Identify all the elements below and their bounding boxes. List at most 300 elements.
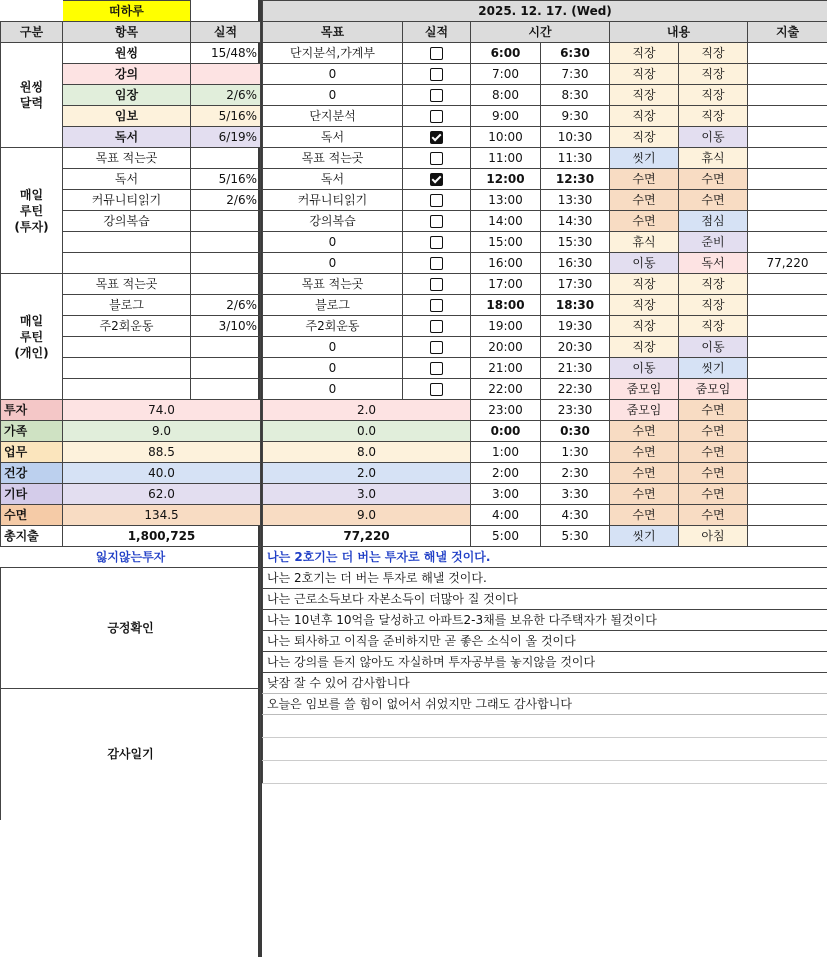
- gratitude-text: 낮잠 잘 수 있어 감사합니다: [263, 673, 827, 694]
- time-end: 22:30: [541, 379, 610, 400]
- footer-row: [1, 547, 261, 568]
- check-cell: [403, 253, 471, 274]
- expense-cell: [748, 85, 827, 106]
- summary-schedule-row: [263, 463, 827, 484]
- item-name: [63, 379, 191, 400]
- summary-row: [1, 463, 261, 484]
- blank-cell: [1, 1, 63, 22]
- item-name: 독서: [63, 169, 191, 190]
- activity-cell: 수면: [679, 484, 748, 505]
- schedule-row: [263, 106, 827, 127]
- affirmation-row: [263, 631, 827, 652]
- checkbox[interactable]: [430, 341, 443, 354]
- summary-schedule-row: [263, 505, 827, 526]
- item-name: 원씽: [63, 43, 191, 64]
- activity-cell: 이동: [610, 253, 679, 274]
- expense-cell: [748, 64, 827, 85]
- time-end: 21:30: [541, 358, 610, 379]
- note-line: [263, 738, 827, 761]
- summary-value: 74.0: [63, 400, 261, 421]
- page-title: 떠하루: [63, 1, 191, 22]
- schedule-row: [263, 232, 827, 253]
- right-header-row: [263, 22, 827, 43]
- left-title-row: [1, 1, 261, 22]
- expense-cell: [748, 43, 827, 64]
- goal-cell: 독서: [263, 169, 403, 190]
- activity-cell: 수면: [679, 421, 748, 442]
- checked-checkbox[interactable]: [430, 173, 443, 186]
- gratitude-row: [1, 689, 261, 820]
- expense-cell: [748, 274, 827, 295]
- activity-cell: 씻기: [610, 526, 679, 547]
- expense-cell: [748, 295, 827, 316]
- schedule-row: [263, 337, 827, 358]
- left-header-row: [1, 22, 261, 43]
- checkbox[interactable]: [430, 257, 443, 270]
- item-name: 임보: [63, 106, 191, 127]
- time-start: 0:00: [471, 421, 541, 442]
- activity-cell: 씻기: [610, 148, 679, 169]
- time-start: 2:00: [471, 463, 541, 484]
- goal-cell: 목표 적는곳: [263, 274, 403, 295]
- goal-cell: 0: [263, 232, 403, 253]
- expense-cell: [748, 379, 827, 400]
- activity-cell: 이동: [679, 127, 748, 148]
- time-start: 11:00: [471, 148, 541, 169]
- check-cell: [403, 316, 471, 337]
- schedule-row: [263, 211, 827, 232]
- time-start: 17:00: [471, 274, 541, 295]
- item-name: 독서: [63, 127, 191, 148]
- time-end: 8:30: [541, 85, 610, 106]
- checkbox[interactable]: [430, 110, 443, 123]
- item-name: 강의복습: [63, 211, 191, 232]
- time-start: 14:00: [471, 211, 541, 232]
- time-end: 9:30: [541, 106, 610, 127]
- check-cell: [403, 295, 471, 316]
- checkbox[interactable]: [430, 362, 443, 375]
- right-schedule-table: [262, 0, 827, 784]
- affirmation-text: 나는 근로소득보다 자본소득이 더많아 질 것이다: [263, 589, 827, 610]
- time-start: 10:00: [471, 127, 541, 148]
- checkbox[interactable]: [430, 278, 443, 291]
- summary-value: 88.5: [63, 442, 261, 463]
- activity-cell: 점심: [679, 211, 748, 232]
- time-start: 3:00: [471, 484, 541, 505]
- check-cell: [403, 64, 471, 85]
- item-perf: [191, 253, 261, 274]
- activity-cell: 휴식: [610, 232, 679, 253]
- affirmation-row: [263, 589, 827, 610]
- check-cell: [403, 358, 471, 379]
- time-end: 18:30: [541, 295, 610, 316]
- activity-cell: 줌모임: [679, 379, 748, 400]
- item-name: 목표 적는곳: [63, 274, 191, 295]
- summary-label: 가족: [1, 421, 63, 442]
- summary-row: [1, 421, 261, 442]
- checkbox[interactable]: [430, 236, 443, 249]
- goal-cell: 강의복습: [263, 211, 403, 232]
- item-perf: 6/19%: [191, 127, 261, 148]
- activity-cell: 수면: [610, 505, 679, 526]
- affirmation-row: [263, 610, 827, 631]
- expense-cell: [748, 211, 827, 232]
- check-cell: [403, 379, 471, 400]
- check-cell: [403, 190, 471, 211]
- date-row: [263, 1, 827, 22]
- time-end: 19:30: [541, 316, 610, 337]
- affirmation-text: 나는 2호기는 더 버는 투자로 해낼 것이다.: [263, 568, 827, 589]
- item-name: 강의: [63, 64, 191, 85]
- column-header: 목표: [263, 22, 403, 43]
- item-perf: [191, 64, 261, 85]
- item-name: 블로그: [63, 295, 191, 316]
- summary-value: 2.0: [263, 400, 471, 421]
- activity-cell: 수면: [679, 190, 748, 211]
- activity-cell: 줌모임: [610, 400, 679, 421]
- checked-checkbox[interactable]: [430, 131, 443, 144]
- goal-cell: 단지분석: [263, 106, 403, 127]
- time-start: 4:00: [471, 505, 541, 526]
- affirmation-text: 나는 강의를 듣지 않아도 자실하며 투자공부를 놓지않을 것이다: [263, 652, 827, 673]
- time-start: 15:00: [471, 232, 541, 253]
- time-end: 2:30: [541, 463, 610, 484]
- time-end: 23:30: [541, 400, 610, 421]
- activity-cell: 수면: [610, 421, 679, 442]
- activity-cell: 직장: [610, 316, 679, 337]
- item-name: 커뮤니티읽기: [63, 190, 191, 211]
- activity-cell: 직장: [610, 106, 679, 127]
- item-name: [63, 337, 191, 358]
- schedule-row: [263, 274, 827, 295]
- expense-cell: [748, 505, 827, 526]
- time-start: 1:00: [471, 442, 541, 463]
- group-label: 매일 루틴 (개인): [1, 274, 63, 400]
- affirmation-text: 나는 퇴사하고 이직을 준비하지만 곧 좋은 소식이 올 것이다: [263, 631, 827, 652]
- affirmation-row: [263, 568, 827, 589]
- activity-cell: 씻기: [679, 358, 748, 379]
- goal-cell: 목표 적는곳: [263, 148, 403, 169]
- schedule-row: [263, 148, 827, 169]
- summary-value: 62.0: [63, 484, 261, 505]
- time-start: 21:00: [471, 358, 541, 379]
- column-header: 내용: [610, 22, 748, 43]
- goal-cell: 0: [263, 253, 403, 274]
- time-end: 12:30: [541, 169, 610, 190]
- item-name: [63, 253, 191, 274]
- item-perf: [191, 274, 261, 295]
- goal-cell: 0: [263, 337, 403, 358]
- activity-cell: 아침: [679, 526, 748, 547]
- item-name: 주2회운동: [63, 316, 191, 337]
- item-perf: 5/16%: [191, 169, 261, 190]
- group-label: 매일 루틴 (투자): [1, 148, 63, 274]
- activity-cell: 수면: [610, 211, 679, 232]
- time-end: 13:30: [541, 190, 610, 211]
- category-row: [1, 43, 261, 64]
- checkbox[interactable]: [430, 89, 443, 102]
- time-end: 20:30: [541, 337, 610, 358]
- summary-row: [1, 442, 261, 463]
- item-perf: 2/6%: [191, 85, 261, 106]
- summary-row: [1, 484, 261, 505]
- summary-label: 업무: [1, 442, 63, 463]
- summary-value: 3.0: [263, 484, 471, 505]
- time-start: 23:00: [471, 400, 541, 421]
- item-perf: [191, 232, 261, 253]
- time-end: 1:30: [541, 442, 610, 463]
- checkbox[interactable]: [430, 47, 443, 60]
- time-start: 9:00: [471, 106, 541, 127]
- item-name: 목표 적는곳: [63, 148, 191, 169]
- item-perf: 5/16%: [191, 106, 261, 127]
- goal-cell: 주2회운동: [263, 316, 403, 337]
- time-start: 22:00: [471, 379, 541, 400]
- activity-cell: 수면: [679, 463, 748, 484]
- time-end: 14:30: [541, 211, 610, 232]
- summary-schedule-row: [263, 421, 827, 442]
- activity-cell: 직장: [610, 337, 679, 358]
- expense-cell: [748, 316, 827, 337]
- affirm-row: [1, 568, 261, 689]
- activity-cell: 수면: [679, 169, 748, 190]
- column-header: 실적: [403, 22, 471, 43]
- activity-cell: 직장: [610, 43, 679, 64]
- summary-value: 9.0: [263, 505, 471, 526]
- expense-cell: [748, 106, 827, 127]
- schedule-row: [263, 43, 827, 64]
- summary-value: 40.0: [63, 463, 261, 484]
- expense-cell: [748, 400, 827, 421]
- check-cell: [403, 232, 471, 253]
- item-perf: [191, 379, 261, 400]
- date-header: 2025. 12. 17. (Wed): [263, 1, 827, 22]
- column-header: 항목: [63, 22, 191, 43]
- item-name: [63, 232, 191, 253]
- schedule-row: [263, 85, 827, 106]
- activity-cell: 휴식: [679, 148, 748, 169]
- time-end: 15:30: [541, 232, 610, 253]
- summary-row: [1, 505, 261, 526]
- activity-cell: 수면: [679, 400, 748, 421]
- activity-cell: 직장: [610, 295, 679, 316]
- expense-cell: [748, 169, 827, 190]
- time-start: 19:00: [471, 316, 541, 337]
- checkbox[interactable]: [430, 68, 443, 81]
- affirm-label: 긍정확인: [1, 568, 261, 689]
- expense-cell: [748, 463, 827, 484]
- activity-cell: 수면: [610, 463, 679, 484]
- summary-value: 8.0: [263, 442, 471, 463]
- time-end: 11:30: [541, 148, 610, 169]
- schedule-row: [263, 358, 827, 379]
- summary-value: 2.0: [263, 463, 471, 484]
- activity-cell: 직장: [610, 274, 679, 295]
- time-start: 8:00: [471, 85, 541, 106]
- activity-cell: 준비: [679, 232, 748, 253]
- affirmation-text: 나는 10년후 10억을 달성하고 아파트2-3채를 보유한 다주택자가 될것이다: [263, 610, 827, 631]
- goal-cell: 커뮤니티읽기: [263, 190, 403, 211]
- time-end: 7:30: [541, 64, 610, 85]
- group-label: 원씽 달력: [1, 43, 63, 148]
- schedule-row: [263, 169, 827, 190]
- activity-cell: 직장: [610, 85, 679, 106]
- expense-cell: [748, 442, 827, 463]
- activity-cell: 수면: [610, 442, 679, 463]
- goal-cell: 독서: [263, 127, 403, 148]
- activity-cell: 직장: [679, 85, 748, 106]
- item-perf: [191, 211, 261, 232]
- summary-value: 9.0: [63, 421, 261, 442]
- checkbox[interactable]: [430, 299, 443, 312]
- check-cell: [403, 211, 471, 232]
- expense-cell: 77,220: [748, 253, 827, 274]
- expense-cell: [748, 337, 827, 358]
- item-perf: 2/6%: [191, 190, 261, 211]
- time-start: 6:00: [471, 43, 541, 64]
- checkbox[interactable]: [430, 215, 443, 228]
- item-perf: 15/48%: [191, 43, 261, 64]
- check-cell: [403, 106, 471, 127]
- activity-cell: 줌모임: [610, 379, 679, 400]
- category-row: [1, 274, 261, 295]
- summary-label: 건강: [1, 463, 63, 484]
- blank-note-row: [263, 715, 827, 738]
- expense-cell: [748, 127, 827, 148]
- summary-label: 수면: [1, 505, 63, 526]
- activity-cell: 수면: [610, 190, 679, 211]
- total-value: 1,800,725: [63, 526, 261, 547]
- time-start: 7:00: [471, 64, 541, 85]
- item-name: 임장: [63, 85, 191, 106]
- summary-value: 0.0: [263, 421, 471, 442]
- goal-cell: 0: [263, 379, 403, 400]
- checkbox[interactable]: [430, 194, 443, 207]
- summary-schedule-row: [263, 400, 827, 421]
- column-header: 시간: [471, 22, 610, 43]
- activity-cell: 직장: [679, 274, 748, 295]
- time-start: 12:00: [471, 169, 541, 190]
- time-end: 0:30: [541, 421, 610, 442]
- total-expense: 77,220: [263, 526, 471, 547]
- item-perf: [191, 148, 261, 169]
- time-start: 16:00: [471, 253, 541, 274]
- summary-label: 기타: [1, 484, 63, 505]
- goal-cell: 블로그: [263, 295, 403, 316]
- schedule-row: [263, 190, 827, 211]
- item-perf: 3/10%: [191, 316, 261, 337]
- schedule-row: [263, 316, 827, 337]
- time-start: 5:00: [471, 526, 541, 547]
- activity-cell: 직장: [679, 295, 748, 316]
- activity-cell: 직장: [679, 106, 748, 127]
- summary-schedule-row: [263, 442, 827, 463]
- total-schedule-row: [263, 526, 827, 547]
- activity-cell: 직장: [610, 64, 679, 85]
- goal-cell: 0: [263, 85, 403, 106]
- activity-cell: 직장: [679, 64, 748, 85]
- gratitude-label: 감사일기: [1, 689, 261, 820]
- note-line: [263, 761, 827, 784]
- activity-cell: 수면: [610, 169, 679, 190]
- activity-cell: 이동: [610, 358, 679, 379]
- schedule-row: [263, 64, 827, 85]
- time-end: 5:30: [541, 526, 610, 547]
- item-name: [63, 358, 191, 379]
- activity-cell: 직장: [610, 127, 679, 148]
- gratitude-text: 오늘은 임보를 쓸 힘이 없어서 쉬었지만 그래도 감사합니다: [263, 694, 827, 715]
- item-perf: [191, 358, 261, 379]
- time-end: 4:30: [541, 505, 610, 526]
- goal-cell: 0: [263, 358, 403, 379]
- goal-cell: 단지분석,가계부: [263, 43, 403, 64]
- total-label: 총지출: [1, 526, 63, 547]
- time-start: 13:00: [471, 190, 541, 211]
- activity-cell: 직장: [679, 43, 748, 64]
- checkbox[interactable]: [430, 383, 443, 396]
- time-start: 18:00: [471, 295, 541, 316]
- expense-cell: [748, 190, 827, 211]
- activity-cell: 이동: [679, 337, 748, 358]
- category-row: [1, 148, 261, 169]
- check-cell: [403, 337, 471, 358]
- expense-cell: [748, 358, 827, 379]
- blank-cell: [191, 1, 261, 22]
- item-perf: 2/6%: [191, 295, 261, 316]
- summary-row: [1, 400, 261, 421]
- check-cell: [403, 169, 471, 190]
- expense-cell: [748, 148, 827, 169]
- item-perf: [191, 337, 261, 358]
- headline-text: 나는 2호기는 더 버는 투자로 해낼 것이다.: [263, 547, 827, 568]
- schedule-row: [263, 253, 827, 274]
- expense-cell: [748, 421, 827, 442]
- activity-cell: 수면: [679, 505, 748, 526]
- gratitude-entry-row: [263, 673, 827, 694]
- gratitude-entry-row: [263, 694, 827, 715]
- expense-cell: [748, 484, 827, 505]
- column-header: 구분: [1, 22, 63, 43]
- summary-label: 투자: [1, 400, 63, 421]
- summary-schedule-row: [263, 484, 827, 505]
- blank-note-row: [263, 761, 827, 784]
- total-row: [1, 526, 261, 547]
- blank-note-row: [263, 738, 827, 761]
- schedule-row: [263, 379, 827, 400]
- checkbox[interactable]: [430, 320, 443, 333]
- activity-cell: 수면: [610, 484, 679, 505]
- schedule-row: [263, 295, 827, 316]
- column-header: 지출: [748, 22, 827, 43]
- time-end: 6:30: [541, 43, 610, 64]
- time-end: 17:30: [541, 274, 610, 295]
- note-line: [263, 715, 827, 738]
- check-cell: [403, 43, 471, 64]
- expense-cell: [748, 232, 827, 253]
- column-header: 실적: [191, 22, 261, 43]
- affirmation-row: [263, 652, 827, 673]
- check-cell: [403, 274, 471, 295]
- goal-cell: 0: [263, 64, 403, 85]
- footer-label: 잃지않는투자: [1, 547, 261, 568]
- check-cell: [403, 127, 471, 148]
- schedule-row: [263, 127, 827, 148]
- checkbox[interactable]: [430, 152, 443, 165]
- time-start: 20:00: [471, 337, 541, 358]
- time-end: 3:30: [541, 484, 610, 505]
- check-cell: [403, 85, 471, 106]
- time-end: 10:30: [541, 127, 610, 148]
